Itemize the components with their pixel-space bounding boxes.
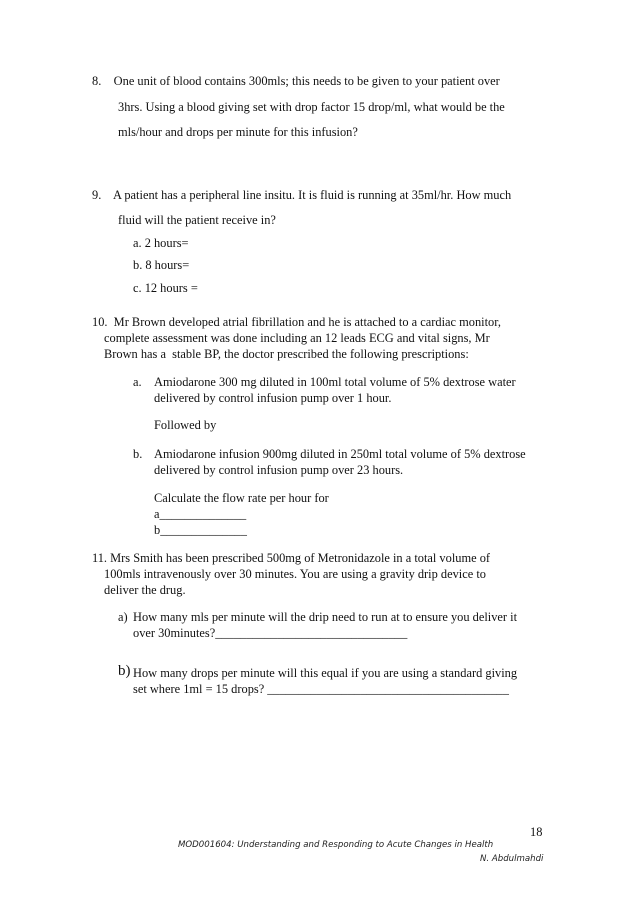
q11-a-marker: a) (118, 610, 128, 624)
q10-a-line-2: delivered by control infusion pump over 1 hour. (154, 391, 392, 405)
q10-a-line-1: Amiodarone 300 mg diluted in 100ml total volume of 5% dextrose water (154, 375, 516, 389)
q8-line-1: 8. One unit of blood contains 300mls; this needs to be given to your patient over (92, 74, 500, 88)
q11-line-3: deliver the drug. (104, 583, 186, 597)
q10-a-marker: a. (133, 375, 142, 389)
q10-line-3: Brown has a stable BP, the doctor prescribed the following prescriptions: (104, 347, 469, 361)
q9-option-c: c. 12 hours = (133, 281, 198, 295)
q8-line-2: 3hrs. Using a blood giving set with drop factor 15 drop/ml, what would be the (118, 100, 505, 114)
q9-line-1: 9. A patient has a peripheral line insitu. It is fluid is running at 35ml/hr. How much (92, 188, 512, 202)
footer-author: N. Abdulmahdi (480, 854, 544, 864)
q11-a-line-2: over 30minutes?_______________________________ (133, 626, 408, 640)
q8-line-3: mls/hour and drops per minute for this infusion? (118, 125, 358, 139)
q11-b-line-1: How many drops per minute will this equal if you are using a standard giving (133, 666, 518, 680)
q11-a-line-1: How many mls per minute will the drip need to run at to ensure you deliver it (133, 610, 518, 624)
q10-line-2: complete assessment was done including an 12 leads ECG and vital signs, Mr (104, 331, 490, 345)
q9-line-2: fluid will the patient receive in? (118, 213, 276, 227)
q11-line-2: 100mls intravenously over 30 minutes. You are using a gravity drip device to (104, 567, 486, 581)
q10-b-line-1: Amiodarone infusion 900mg diluted in 250ml total volume of 5% dextrose (154, 447, 526, 461)
q10-answer-blank-a: a______________ (154, 507, 247, 521)
q11-line-1: 11. Mrs Smith has been prescribed 500mg of Metronidazole in a total volume of (92, 551, 491, 565)
q10-b-marker: b. (133, 447, 143, 461)
page-number: 18 (530, 825, 543, 839)
q10-answer-blank-b: b______________ (154, 523, 247, 537)
q10-followed-by: Followed by (154, 418, 217, 432)
q11-b-line-2: set where 1ml = 15 drops? _______________________________________ (133, 682, 509, 696)
q11-b-marker: b) (118, 663, 131, 679)
q9-option-a: a. 2 hours= (133, 236, 189, 250)
q10-b-line-2: delivered by control infusion pump over 23 hours. (154, 463, 404, 477)
q10-line-1: 10. Mr Brown developed atrial fibrillation and he is attached to a cardiac monitor, (92, 315, 501, 329)
q10-calculate-prompt: Calculate the flow rate per hour for (154, 491, 329, 505)
footer-module-title: MOD001604: Understanding and Responding to Acute Changes in Health (178, 840, 494, 850)
q9-option-b: b. 8 hours= (133, 258, 190, 272)
